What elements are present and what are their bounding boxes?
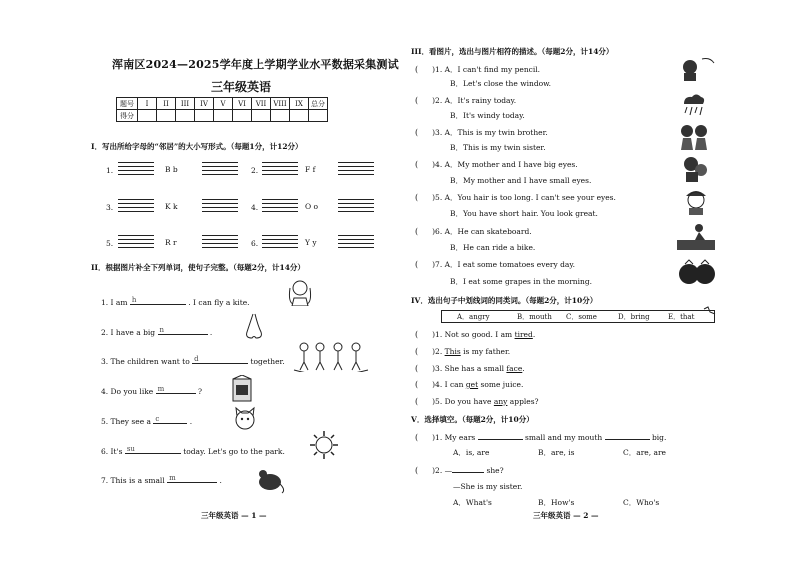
s1-letters: K k — [165, 202, 178, 211]
s1-letters: B b — [165, 165, 178, 174]
score-cell: III — [176, 98, 195, 110]
mother-child-picture — [680, 154, 710, 184]
paren-open: ( — [415, 364, 419, 373]
s3-num: )2. — [432, 96, 443, 105]
score-cell: I — [138, 98, 157, 110]
s5-q1-opt-c: C．are, are — [623, 448, 666, 457]
score-blank[interactable] — [290, 110, 309, 122]
score-blank[interactable] — [233, 110, 252, 122]
writing-lines[interactable] — [202, 199, 238, 213]
section4-heading: IV．选出句子中划线词的同类词。（每题2分，计10分） — [411, 296, 598, 305]
s3-option-a: A．I can't find my pencil. — [444, 65, 541, 74]
section2-heading: II．根据图片补全下列单词，使句子完整。（每题2分，计14分） — [91, 263, 305, 272]
paren-open: ( — [415, 347, 419, 356]
boy-window-picture — [676, 55, 716, 83]
handwritten-letter: d — [194, 355, 199, 363]
s2-item-3 — [101, 354, 285, 366]
paren-open: ( — [415, 128, 419, 137]
s3-item-1 — [415, 64, 540, 75]
boy-bike-picture — [677, 222, 715, 252]
s2-pre: 5. They see a — [101, 417, 152, 426]
s3-item-2 — [415, 95, 516, 106]
section3-heading: III．看图片，选出与图片相符的描述。（每题2分，计14分） — [411, 47, 614, 56]
s2-post: together. — [250, 357, 285, 366]
s3-item-5 — [415, 192, 616, 203]
s1-num: 5. — [106, 239, 114, 248]
s2-post: . — [189, 417, 193, 426]
score-cell: VI — [233, 98, 252, 110]
handwritten-letter: c — [155, 415, 160, 423]
s3-option-b: B．He can ride a bike. — [450, 243, 536, 252]
nose-picture — [243, 312, 265, 340]
score-cell: VIII — [271, 98, 290, 110]
writing-lines[interactable] — [118, 162, 154, 176]
s5-item-1 — [415, 432, 666, 442]
underlined-word: face — [506, 364, 523, 373]
score-cell: IX — [290, 98, 309, 110]
writing-lines[interactable] — [338, 199, 374, 213]
rain-cloud-picture — [680, 92, 706, 118]
s5-num: )1. — [432, 433, 443, 442]
s5-q1-opt-a: A．is, are — [453, 448, 490, 457]
s4-pre: She has a small — [444, 364, 507, 373]
paren-open: ( — [415, 380, 419, 389]
cat-picture — [231, 406, 259, 432]
score-blank[interactable] — [176, 110, 195, 122]
s1-num: 2. — [251, 166, 259, 175]
s4-num: )2. — [432, 347, 443, 356]
s4-item-2 — [415, 347, 510, 356]
score-cell: V — [214, 98, 233, 110]
s5-text: My ears — [444, 433, 476, 442]
s4-post: some juice. — [478, 380, 524, 389]
sun-picture — [309, 430, 339, 460]
s2-pre: 2. I have a big — [101, 328, 156, 337]
score-cell: IV — [195, 98, 214, 110]
handwritten-letter: m — [157, 385, 165, 393]
s5-q2-opt-c: C．Who's — [623, 498, 660, 507]
writing-lines[interactable] — [202, 162, 238, 176]
s3-option-a: A．This is my twin brother. — [444, 128, 548, 137]
writing-lines[interactable] — [118, 235, 154, 249]
s3-option-b: B．It's windy today. — [450, 111, 525, 120]
footer-left: 三年级英语 — 1 — — [201, 511, 267, 520]
s4-pre: Do you have — [444, 397, 494, 406]
answer-blank[interactable] — [130, 295, 186, 305]
s3-option-b: B．Let's close the window. — [450, 79, 552, 88]
s5-q2-opt-a: A．What's — [453, 498, 492, 507]
s4-num: )3. — [432, 364, 443, 373]
paren-open: ( — [415, 330, 419, 339]
underlined-word: This — [444, 347, 461, 356]
writing-lines[interactable] — [262, 162, 298, 176]
s3-option-b: B．You have short hair. You look great. — [450, 209, 598, 218]
s3-option-b: B．I eat some grapes in the morning. — [450, 277, 593, 286]
s2-pre: 7. This is a small — [101, 476, 165, 485]
s4-item-1 — [415, 330, 535, 339]
s1-num: 3. — [106, 203, 114, 212]
s3-option-a: A．You hair is too long. I can't see your eyes. — [444, 193, 616, 202]
s5-q2-reply: —She is my sister. — [453, 482, 523, 491]
word-options-box — [441, 310, 715, 323]
paren-open: ( — [415, 160, 419, 169]
boy-short-hair-picture — [683, 186, 709, 216]
s5-item-2 — [415, 465, 504, 475]
s5-num: )2. — [432, 466, 443, 475]
answer-blank[interactable] — [605, 432, 650, 440]
s2-item-7 — [101, 473, 222, 485]
answer-blank[interactable] — [167, 473, 217, 483]
s5-q2-opt-b: B．How's — [538, 498, 575, 507]
paren-open: ( — [415, 260, 419, 269]
writing-lines[interactable] — [338, 235, 374, 249]
girl-kite-picture — [285, 276, 315, 306]
writing-lines[interactable] — [262, 199, 298, 213]
s4-item-3 — [415, 364, 525, 373]
underlined-word: get — [465, 380, 479, 389]
option-d: D．bring — [618, 313, 650, 321]
writing-lines[interactable] — [262, 235, 298, 249]
s4-pre: Not so good. I am — [444, 330, 515, 339]
writing-lines[interactable] — [118, 199, 154, 213]
s4-item-5 — [415, 397, 539, 406]
s4-post: apples? — [507, 397, 539, 406]
paren-open: ( — [415, 397, 419, 406]
s3-option-a: A．It's rainy today. — [444, 96, 517, 105]
s5-text: she? — [486, 466, 504, 475]
paren-open: ( — [415, 193, 419, 202]
s4-post: . — [522, 364, 525, 373]
score-cell: II — [157, 98, 176, 110]
s3-option-b: B．My mother and I have small eyes. — [450, 176, 592, 185]
section5-heading: V．选择填空。（每题2分，计10分） — [411, 415, 534, 424]
option-a: A．angry — [457, 313, 490, 321]
s1-letters: Y y — [305, 238, 317, 247]
s1-num: 4. — [251, 203, 259, 212]
answer-blank[interactable] — [153, 414, 187, 424]
paren-open: ( — [415, 227, 419, 236]
paren-open: ( — [415, 96, 419, 105]
s2-item-5 — [101, 414, 192, 426]
footer-right: 三年级英语 — 2 — — [533, 511, 599, 520]
s2-post: . I can fly a kite. — [188, 298, 250, 307]
handwritten-letter: su — [126, 445, 135, 453]
exam-title: 浑南区2024—2025学年度上学期学业水平数据采集测试 — [112, 58, 399, 71]
s1-num: 6. — [251, 239, 259, 248]
s3-option-a: A．I eat some tomatoes every day. — [444, 260, 576, 269]
s3-item-4 — [415, 159, 578, 170]
option-b: B．mouth — [517, 313, 552, 321]
s1-letters: F f — [305, 165, 316, 174]
score-blank[interactable] — [309, 110, 328, 122]
s4-num: )4. — [432, 380, 443, 389]
writing-lines[interactable] — [338, 162, 374, 176]
s2-post: today. Let's go to the park. — [183, 447, 285, 456]
s3-option-a: A．He can skateboard. — [444, 227, 532, 236]
children-skipping-picture — [290, 340, 372, 372]
s3-option-a: A．My mother and I have big eyes. — [444, 160, 578, 169]
score-cell: 得分 — [117, 110, 138, 122]
exam-subtitle: 三年级英语 — [211, 80, 272, 94]
s3-num: )3. — [432, 128, 443, 137]
handwritten-letter: m — [169, 474, 176, 482]
s1-num: 1. — [106, 166, 114, 175]
score-blank[interactable] — [157, 110, 176, 122]
s2-item-2 — [101, 325, 212, 337]
underlined-word: tired — [514, 330, 533, 339]
s2-post: ? — [197, 387, 203, 396]
s3-num: )5. — [432, 193, 443, 202]
s5-text: big. — [651, 433, 667, 442]
twins-picture — [677, 122, 711, 152]
score-blank[interactable] — [195, 110, 214, 122]
milk-carton-picture — [231, 375, 253, 403]
s3-item-3 — [415, 127, 548, 138]
handwritten-letter: h — [131, 296, 137, 304]
s1-letters: O o — [305, 202, 319, 211]
s2-post: . — [219, 476, 222, 485]
s4-item-4 — [415, 380, 523, 389]
s2-pre: 6. It's — [101, 447, 123, 456]
s5-text: — — [444, 466, 453, 475]
score-cell: VII — [252, 98, 271, 110]
option-e: E．that — [668, 313, 695, 321]
paren-open: ( — [415, 466, 419, 475]
answer-blank[interactable] — [156, 384, 196, 394]
s2-post: . — [209, 328, 213, 337]
s4-num: )1. — [432, 330, 443, 339]
s3-num: )1. — [432, 65, 443, 74]
s3-option-b: B．This is my twin sister. — [450, 143, 546, 152]
s2-pre: 1. I am — [101, 298, 128, 307]
handwritten-letter: n — [159, 326, 165, 334]
answer-blank[interactable] — [158, 325, 208, 335]
s3-num: )7. — [432, 260, 443, 269]
mouse-picture — [254, 466, 288, 494]
underlined-word: any — [493, 397, 508, 406]
s2-item-4 — [101, 384, 202, 396]
s3-num: )4. — [432, 160, 443, 169]
score-blank[interactable] — [214, 110, 233, 122]
section1-heading: I．写出所给字母的“邻居”的大小写形式。（每题1分，计12分） — [91, 142, 303, 151]
s2-item-1 — [101, 295, 250, 307]
writing-lines[interactable] — [202, 235, 238, 249]
s5-q1-opt-b: B．are, is — [538, 448, 575, 457]
answer-blank[interactable] — [192, 354, 248, 364]
s2-pre: 4. Do you like — [101, 387, 154, 396]
s3-item-6 — [415, 226, 532, 237]
score-blank[interactable] — [252, 110, 271, 122]
s5-text: small and my mouth — [525, 433, 603, 442]
answer-blank[interactable] — [478, 432, 523, 440]
paren-open: ( — [415, 65, 419, 74]
answer-blank[interactable] — [452, 465, 484, 473]
s2-item-6 — [101, 444, 285, 456]
score-cell: 题号 — [117, 98, 138, 110]
s4-pre: I can — [444, 380, 466, 389]
option-c: C．some — [566, 313, 597, 321]
answer-blank[interactable] — [125, 444, 181, 454]
score-blank[interactable] — [138, 110, 157, 122]
s3-item-7 — [415, 259, 575, 270]
paren-open: ( — [415, 433, 419, 442]
s1-letters: R r — [165, 238, 177, 247]
s4-post: is my father. — [460, 347, 511, 356]
s4-num: )5. — [432, 397, 443, 406]
score-blank[interactable] — [271, 110, 290, 122]
s2-pre: 3. The children want to — [101, 357, 190, 366]
score-table — [116, 97, 328, 122]
s3-num: )6. — [432, 227, 443, 236]
score-cell: 总分 — [309, 98, 328, 110]
s4-post: . — [532, 330, 536, 339]
tomatoes-picture — [677, 256, 717, 288]
